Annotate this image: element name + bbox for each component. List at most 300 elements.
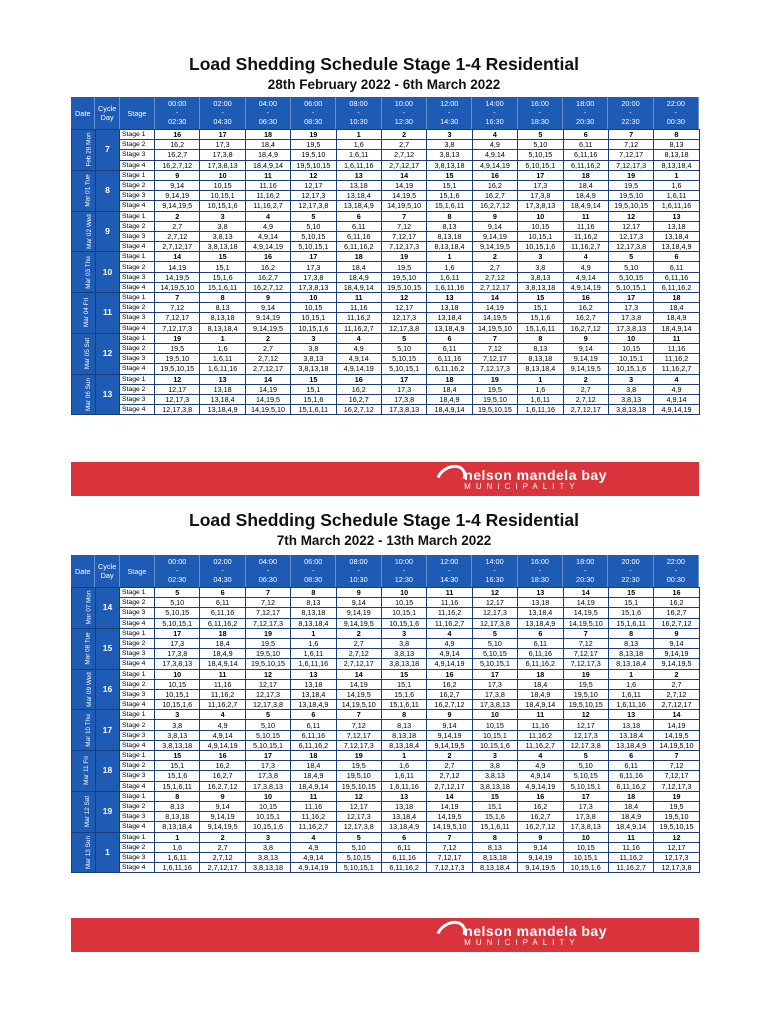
zone-cell: 12,17,3 [472, 608, 517, 618]
zone-cell: 17,3,8,13 [563, 822, 608, 832]
cycle-day-cell: 16 [96, 669, 120, 710]
zone-cell: 18,4,9,14 [608, 822, 653, 832]
zone-cell: 14,19 [472, 303, 517, 313]
zone-cell: 17 [200, 130, 245, 140]
zone-cell: 11,16,2 [563, 231, 608, 241]
zone-cell: 17,3 [563, 801, 608, 811]
zone-cell: 14,19,5 [381, 191, 426, 201]
zone-cell: 12,17,3 [155, 394, 200, 404]
table-row [72, 323, 700, 333]
zone-cell: 9,14,19 [427, 730, 472, 740]
zone-cell: 3,8,13,18 [245, 863, 290, 873]
cycle-day-cell: 7 [96, 130, 120, 171]
zone-cell: 12,17,3 [654, 852, 699, 862]
zone-cell: 2,7 [472, 262, 517, 272]
zone-cell: 4,9,14 [654, 394, 699, 404]
table-row [72, 180, 700, 190]
zone-cell: 9 [200, 791, 245, 801]
zone-cell: 19,5,10 [291, 150, 336, 160]
zone-cell: 5 [245, 710, 290, 720]
zone-cell: 14 [563, 588, 608, 598]
zone-cell: 6,11,16 [563, 150, 608, 160]
zone-cell: 1,6,11 [608, 689, 653, 699]
zone-cell: 13,18,4 [381, 812, 426, 822]
zone-cell: 18,4,9 [654, 313, 699, 323]
zone-cell: 8,13 [155, 801, 200, 811]
day-date-cell: Mar 10 Thu [72, 710, 96, 751]
day-date-cell: Mar 04 Fri [72, 293, 96, 334]
stage-label: Stage 2 [120, 262, 155, 272]
stage-label: Stage 3 [120, 771, 155, 781]
zone-cell: 18,4 [608, 801, 653, 811]
zone-cell: 8 [654, 130, 699, 140]
schedule-table [71, 129, 700, 415]
zone-cell: 8,13,18,4 [381, 740, 426, 750]
zone-cell: 3,8,13,18 [291, 364, 336, 374]
zone-cell: 18 [563, 170, 608, 180]
stage-label: Stage 1 [120, 832, 155, 842]
stage-label: Stage 1 [120, 293, 155, 303]
zone-cell: 16 [654, 588, 699, 598]
zone-cell: 17,3,8 [291, 272, 336, 282]
table-row [72, 679, 700, 689]
zone-cell: 6,11,16 [427, 354, 472, 364]
stage-label: Stage 2 [120, 598, 155, 608]
municipality-banner [71, 462, 699, 496]
stage-label: Stage 3 [120, 272, 155, 282]
zone-cell: 8,13,18,4 [472, 863, 517, 873]
zone-cell: 9,14,19,5 [563, 364, 608, 374]
logo-sub: MUNICIPALITY [464, 938, 580, 947]
zone-cell: 6 [200, 588, 245, 598]
zone-cell: 6 [336, 211, 381, 221]
zone-cell: 18,4 [336, 262, 381, 272]
logo-name: nelson mandela bay [464, 923, 607, 939]
zone-cell: 11,16,2,7 [245, 201, 290, 211]
zone-cell: 8,13 [654, 140, 699, 150]
zone-cell: 12,17,3,8 [336, 822, 381, 832]
header-time-slot: 12:00 - 14:30 [427, 97, 472, 129]
zone-cell: 4,9 [518, 761, 563, 771]
municipality-logo [464, 468, 607, 492]
zone-cell: 14,19,5,10 [381, 201, 426, 211]
zone-cell: 18,4,9,14 [291, 781, 336, 791]
zone-cell: 18,4,9 [518, 689, 563, 699]
zone-cell: 10,15 [563, 842, 608, 852]
zone-cell: 2,7,12,17 [654, 700, 699, 710]
zone-cell: 8,13,18 [608, 649, 653, 659]
zone-cell: 10,15 [472, 720, 517, 730]
zone-cell: 7,12 [336, 720, 381, 730]
table-row [72, 771, 700, 781]
zone-cell: 6,11,16,2 [336, 242, 381, 252]
zone-cell: 13 [518, 588, 563, 598]
zone-cell: 4,9,14,19 [245, 242, 290, 252]
zone-cell: 18,4,9,14 [245, 160, 290, 170]
cycle-day-cell: 12 [96, 333, 120, 374]
stage-label: Stage 3 [120, 649, 155, 659]
zone-cell: 1,6 [291, 638, 336, 648]
zone-cell: 16,2,7,12 [245, 282, 290, 292]
day-date-cell: Feb 28 Mon [72, 130, 96, 171]
zone-cell: 5,10,15,1 [336, 863, 381, 873]
zone-cell: 16,2,7,12 [155, 160, 200, 170]
zone-cell: 8,13 [200, 303, 245, 313]
zone-cell: 7,12,17 [472, 354, 517, 364]
zone-cell: 18,4,9 [336, 272, 381, 282]
cycle-day-cell: 14 [96, 588, 120, 629]
zone-cell: 18,4,9 [291, 771, 336, 781]
header-date: Date [71, 555, 95, 587]
zone-cell: 4 [472, 130, 517, 140]
zone-cell: 18,4 [518, 679, 563, 689]
zone-cell: 6,11,16,2 [381, 863, 426, 873]
table-row [72, 384, 700, 394]
zone-cell: 5,10 [563, 761, 608, 771]
table-row [72, 618, 700, 628]
zone-cell: 4,9,14,19 [291, 863, 336, 873]
zone-cell: 6,11,16 [291, 730, 336, 740]
zone-cell: 3,8,13,18 [155, 740, 200, 750]
zone-cell: 8,13,18 [472, 852, 517, 862]
zone-cell: 6,11,16,2 [518, 659, 563, 669]
zone-cell: 17 [381, 374, 426, 384]
header-time-slot: 10:00 - 12:30 [382, 555, 427, 587]
zone-cell: 13,18,4 [654, 231, 699, 241]
zone-cell: 19,5,10 [245, 649, 290, 659]
schedule-table [71, 587, 700, 873]
zone-cell: 17,3 [155, 638, 200, 648]
zone-cell: 4,9,14 [518, 771, 563, 781]
zone-cell: 11 [291, 791, 336, 801]
zone-cell: 17,3,8 [200, 150, 245, 160]
table-header [71, 97, 699, 129]
zone-cell: 1,6,11 [155, 852, 200, 862]
stage-label: Stage 4 [120, 659, 155, 669]
table-row [72, 700, 700, 710]
zone-cell: 3,8,13,18 [427, 160, 472, 170]
zone-cell: 10 [608, 333, 653, 343]
zone-cell: 4,9,14 [472, 150, 517, 160]
zone-cell: 9,14,19 [155, 191, 200, 201]
zone-cell: 8 [472, 832, 517, 842]
schedule-subtitle: 7th March 2022 - 13th March 2022 [276, 533, 492, 548]
zone-cell: 19,5 [654, 801, 699, 811]
zone-cell: 8,13,18 [654, 150, 699, 160]
zone-cell: 15,1,6 [291, 394, 336, 404]
zone-cell: 2 [155, 211, 200, 221]
zone-cell: 2,7,12,17 [336, 659, 381, 669]
zone-cell: 5,10,15 [472, 649, 517, 659]
table-row [72, 211, 700, 221]
cycle-day-cell: 18 [96, 751, 120, 792]
zone-cell: 2,7 [563, 384, 608, 394]
zone-cell: 17 [472, 669, 517, 679]
zone-cell: 18,4,9 [427, 394, 472, 404]
zone-cell: 5 [472, 628, 517, 638]
zone-cell: 10,15,1 [472, 730, 517, 740]
table-row [72, 781, 700, 791]
zone-cell: 16,2 [472, 180, 517, 190]
zone-cell: 14,19,5,10 [155, 282, 200, 292]
zone-cell: 10,15,1,6 [563, 863, 608, 873]
zone-cell: 5,10 [381, 343, 426, 353]
zone-cell: 18 [336, 252, 381, 262]
zone-cell: 4,9 [245, 221, 290, 231]
day-date-cell: Mar 11 Fri [72, 751, 96, 792]
stage-label: Stage 1 [120, 710, 155, 720]
zone-cell: 7 [245, 588, 290, 598]
zone-cell: 16 [155, 130, 200, 140]
zone-cell: 8,13,18 [155, 812, 200, 822]
cycle-day-cell: 10 [96, 252, 120, 293]
zone-cell: 8,13,18,4 [427, 242, 472, 252]
zone-cell: 6,11,16 [381, 852, 426, 862]
zone-cell: 9,14 [200, 801, 245, 811]
zone-cell: 4 [427, 628, 472, 638]
zone-cell: 18,4,9,14 [427, 405, 472, 415]
zone-cell: 19 [472, 374, 517, 384]
zone-cell: 9,14,19,5 [472, 242, 517, 252]
zone-cell: 8,13,18 [291, 608, 336, 618]
zone-cell: 12,17,3,8 [608, 242, 653, 252]
stage-label: Stage 1 [120, 791, 155, 801]
zone-cell: 5,10,15,1 [563, 781, 608, 791]
table-row [72, 761, 700, 771]
zone-cell: 14,19 [381, 180, 426, 190]
zone-cell: 4,9,14,19 [563, 282, 608, 292]
day-date-cell: Mar 06 Sun [72, 374, 96, 415]
zone-cell: 4 [563, 252, 608, 262]
zone-cell: 9,14 [245, 303, 290, 313]
stage-label: Stage 2 [120, 801, 155, 811]
zone-cell: 9 [472, 211, 517, 221]
zone-cell: 16,2,7 [200, 771, 245, 781]
zone-cell: 8,13,18 [427, 231, 472, 241]
zone-cell: 12 [472, 588, 517, 598]
zone-cell: 16,2,7 [654, 608, 699, 618]
zone-cell: 15,1,6 [472, 812, 517, 822]
zone-cell: 4 [518, 751, 563, 761]
table-row [72, 394, 700, 404]
zone-cell: 3 [291, 333, 336, 343]
schedule-title: Load Shedding Schedule Stage 1-4 Residential [189, 510, 579, 530]
zone-cell: 12,17 [291, 180, 336, 190]
zone-cell: 14,19,5 [245, 394, 290, 404]
cycle-day-cell: 15 [96, 628, 120, 669]
zone-cell: 6,11 [291, 720, 336, 730]
zone-cell: 3 [381, 628, 426, 638]
zone-cell: 13,18 [336, 180, 381, 190]
zone-cell: 3,8 [608, 384, 653, 394]
zone-cell: 12,17,3,8 [472, 618, 517, 628]
zone-cell: 5,10 [155, 598, 200, 608]
zone-cell: 11,16 [427, 598, 472, 608]
zone-cell: 5,10,15 [608, 272, 653, 282]
zone-cell: 2,7,12 [245, 354, 290, 364]
zone-cell: 11 [608, 832, 653, 842]
zone-cell: 11,16,2,7 [608, 863, 653, 873]
zone-cell: 11,16,2,7 [427, 618, 472, 628]
zone-cell: 14,19,5,10 [427, 822, 472, 832]
zone-cell: 7,12,17,3 [427, 863, 472, 873]
table-row [72, 598, 700, 608]
zone-cell: 17 [518, 170, 563, 180]
zone-cell: 3,8,13 [608, 394, 653, 404]
zone-cell: 10,15,1 [200, 191, 245, 201]
header-time-slot: 06:00 - 08:30 [291, 555, 336, 587]
zone-cell: 6,11 [200, 598, 245, 608]
zone-cell: 5,10,15 [155, 608, 200, 618]
zone-cell: 6,11,16,2 [200, 618, 245, 628]
zone-cell: 9,14,19,5 [155, 201, 200, 211]
zone-cell: 15,1,6,11 [608, 618, 653, 628]
zone-cell: 5 [563, 751, 608, 761]
zone-cell: 4,9,14,19 [200, 740, 245, 750]
zone-cell: 14 [155, 252, 200, 262]
header-time-slot: 12:00 - 14:30 [427, 555, 472, 587]
zone-cell: 2,7,12,17 [472, 282, 517, 292]
day-date-cell: Mar 08 Tue [72, 628, 96, 669]
zone-cell: 3,8 [155, 720, 200, 730]
zone-cell: 14,19 [336, 679, 381, 689]
zone-cell: 5 [518, 130, 563, 140]
stage-label: Stage 2 [120, 303, 155, 313]
zone-cell: 12,17 [472, 598, 517, 608]
zone-cell: 2,7,12,17 [200, 863, 245, 873]
zone-cell: 15,1 [608, 598, 653, 608]
stage-label: Stage 1 [120, 130, 155, 140]
zone-cell: 1,6 [608, 679, 653, 689]
zone-cell: 16 [427, 669, 472, 679]
zone-cell: 8 [427, 211, 472, 221]
zone-cell: 8,13,18 [381, 730, 426, 740]
zone-cell: 10 [245, 791, 290, 801]
zone-cell: 17,3,8,13 [155, 659, 200, 669]
day-date-cell: Mar 01 Tue [72, 170, 96, 211]
zone-cell: 16,2,7 [472, 191, 517, 201]
zone-cell: 1,6,11,16 [291, 659, 336, 669]
zone-cell: 18 [608, 791, 653, 801]
zone-cell: 1,6,11 [336, 150, 381, 160]
zone-cell: 7 [336, 710, 381, 720]
zone-cell: 2 [654, 669, 699, 679]
table-row [72, 863, 700, 873]
zone-cell: 18,4,9,14 [336, 282, 381, 292]
zone-cell: 6,11,16,2 [427, 364, 472, 374]
zone-cell: 6,11,16,2 [291, 740, 336, 750]
stage-label: Stage 3 [120, 313, 155, 323]
zone-cell: 10,15,1,6 [200, 201, 245, 211]
zone-cell: 10,15,1,6 [155, 700, 200, 710]
table-row [72, 374, 700, 384]
zone-cell: 17,3,8 [472, 689, 517, 699]
zone-cell: 4 [291, 832, 336, 842]
zone-cell: 15,1,6,11 [427, 201, 472, 211]
zone-cell: 1 [654, 170, 699, 180]
zone-cell: 19,5 [291, 140, 336, 150]
stage-label: Stage 2 [120, 343, 155, 353]
zone-cell: 16,2,7,12 [200, 781, 245, 791]
zone-cell: 4,9,14 [291, 852, 336, 862]
zone-cell: 10,15 [518, 221, 563, 231]
zone-cell: 10,15,1 [608, 354, 653, 364]
zone-cell: 11 [563, 211, 608, 221]
zone-cell: 12,17,3,8 [291, 201, 336, 211]
zone-cell: 19 [245, 628, 290, 638]
zone-cell: 11,16,2,7 [654, 364, 699, 374]
zone-cell: 19,5,10 [381, 272, 426, 282]
table-row [72, 272, 700, 282]
zone-cell: 8,13 [381, 720, 426, 730]
zone-cell: 18,4 [427, 384, 472, 394]
header-cycle-day: Cycle Day [95, 97, 119, 129]
zone-cell: 1,6,11,16 [200, 364, 245, 374]
header-time-slot: 06:00 - 08:30 [291, 97, 336, 129]
zone-cell: 12 [155, 374, 200, 384]
zone-cell: 15,1 [155, 761, 200, 771]
zone-cell: 19 [336, 751, 381, 761]
stage-label: Stage 3 [120, 150, 155, 160]
zone-cell: 7,12 [155, 303, 200, 313]
zone-cell: 3,8,13 [245, 852, 290, 862]
zone-cell: 17,3 [200, 140, 245, 150]
zone-cell: 7 [563, 628, 608, 638]
zone-cell: 16,2 [427, 679, 472, 689]
zone-cell: 15,1,6 [381, 689, 426, 699]
zone-cell: 14,19 [155, 262, 200, 272]
zone-cell: 19,5 [245, 638, 290, 648]
stage-label: Stage 2 [120, 679, 155, 689]
zone-cell: 14,19,5,10 [654, 740, 699, 750]
zone-cell: 9,14 [155, 180, 200, 190]
header-time-slot: 04:00 - 06:30 [246, 97, 291, 129]
day-date-cell: Mar 12 Sat [72, 791, 96, 832]
zone-cell: 15,1,6 [427, 191, 472, 201]
zone-cell: 3 [245, 832, 290, 842]
zone-cell: 12,17,3,8 [155, 405, 200, 415]
zone-cell: 15 [200, 252, 245, 262]
zone-cell: 12,17,3 [381, 313, 426, 323]
zone-cell: 10,15 [608, 343, 653, 353]
zone-cell: 15,1,6 [518, 313, 563, 323]
zone-cell: 16,2 [155, 140, 200, 150]
zone-cell: 13,18,4 [200, 394, 245, 404]
zone-cell: 6 [654, 252, 699, 262]
zone-cell: 14 [336, 669, 381, 679]
day-date-cell: Mar 05 Sat [72, 333, 96, 374]
zone-cell: 1,6 [336, 140, 381, 150]
zone-cell: 19 [608, 170, 653, 180]
cycle-day-cell: 1 [96, 832, 120, 873]
zone-cell: 2,7,12,17 [155, 242, 200, 252]
zone-cell: 6,11 [381, 842, 426, 852]
logo-sub: MUNICIPALITY [464, 482, 580, 491]
zone-cell: 13 [291, 669, 336, 679]
zone-cell: 13 [381, 791, 426, 801]
zone-cell: 19,5,10 [654, 812, 699, 822]
zone-cell: 16,2 [336, 384, 381, 394]
zone-cell: 6,11 [563, 140, 608, 150]
zone-cell: 7,12,17 [608, 150, 653, 160]
zone-cell: 19,5,10 [472, 394, 517, 404]
zone-cell: 11,16,2 [427, 608, 472, 618]
table-row [72, 313, 700, 323]
zone-cell: 6,11 [608, 761, 653, 771]
zone-cell: 13,18,4 [291, 689, 336, 699]
zone-cell: 5,10 [608, 262, 653, 272]
stage-label: Stage 4 [120, 405, 155, 415]
